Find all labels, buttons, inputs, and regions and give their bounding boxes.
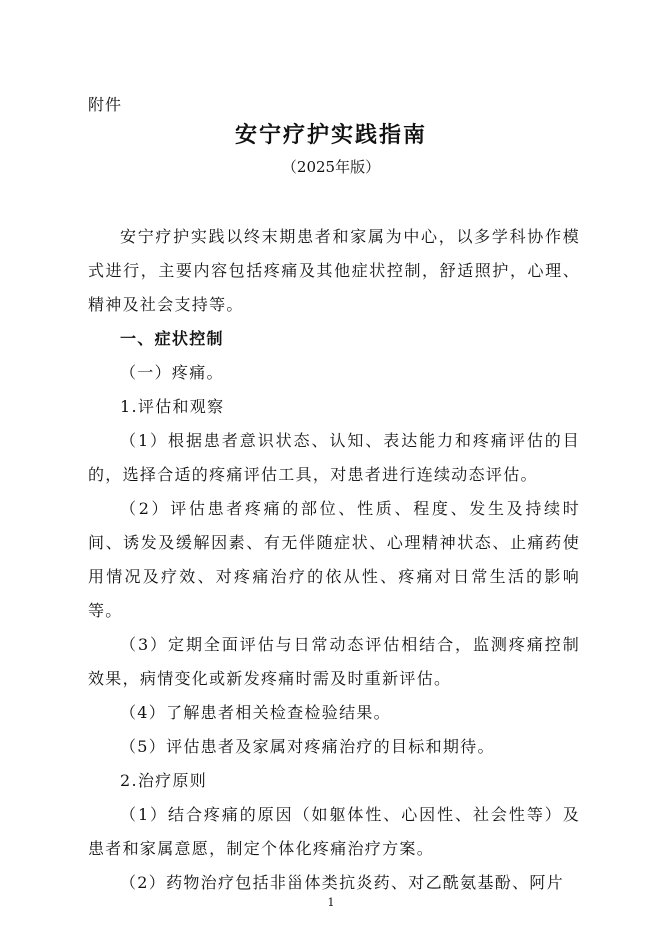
assessment-point: （5）评估患者及家属对疼痛治疗的目标和期待。	[120, 737, 495, 756]
assessment-point: （3）定期全面评估与日常动态评估相结合，监测疼痛控制效果，病情变化或新发疼痛时需及时重新评估。	[88, 635, 580, 688]
intro-paragraph: 安宁疗护实践以终末期患者和家属为中心，以多学科协作模式进行，主要内容包括疼痛及其他症状控制，舒适照护，心理、精神及社会支持等。	[88, 227, 580, 314]
item-heading-assessment: 1.评估和观察	[120, 397, 225, 416]
document-title: 安宁疗护实践指南	[234, 123, 427, 148]
assessment-point: （4）了解患者相关检查检验结果。	[120, 703, 391, 722]
page-number: 1	[327, 896, 335, 909]
assessment-point: （1）根据患者意识状态、认知、表达能力和疼痛评估的目的，选择合适的疼痛评估工具，对患者进行连续动态评估。	[88, 431, 580, 484]
treatment-point: （2）药物治疗包括非甾体类抗炎药、对乙酰氨基酚、阿片	[120, 873, 564, 892]
assessment-point: （2）评估患者疼痛的部位、性质、程度、发生及持续时间、诱发及缓解因素、有无伴随症状、心理精神状态、止痛药使用情况及疗效、对疼痛治疗的依从性、疼痛对日常生活的影响等。	[88, 499, 580, 620]
section-heading-symptom-control: 一、症状控制	[120, 329, 224, 348]
document-subtitle: （2025年版）	[281, 158, 381, 176]
attachment-label: 附件	[88, 95, 123, 114]
subsection-heading-pain: （一）疼痛。	[120, 363, 224, 382]
treatment-point: （1）结合疼痛的原因（如躯体性、心因性、社会性等）及患者和家属意愿，制定个体化疼痛治疗方案。	[88, 805, 580, 858]
document-body	[88, 220, 580, 900]
item-heading-treatment-principles: 2.治疗原则	[120, 771, 208, 790]
